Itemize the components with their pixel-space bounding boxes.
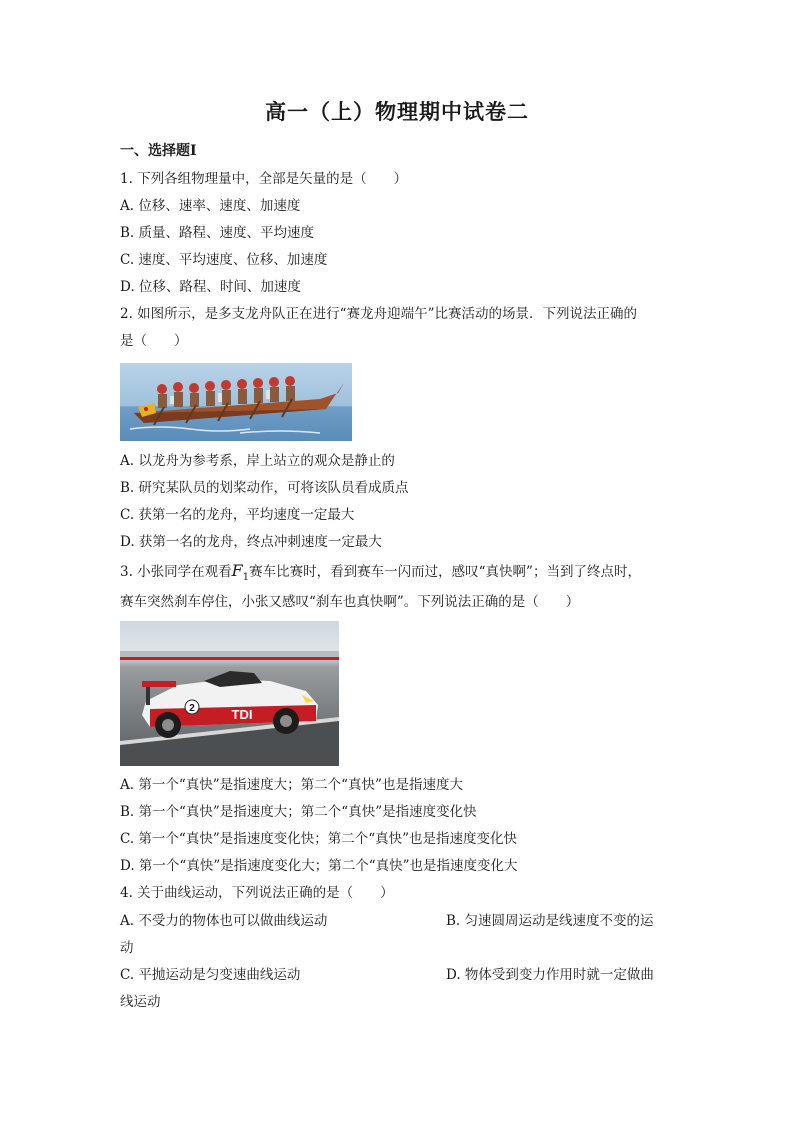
dragon-boat-illustration: [120, 363, 352, 441]
q3-option-c: C. 第一个“真快”是指速度变化快；第二个“真快”也是指速度变化快: [120, 831, 518, 847]
formula-f1: $F_1$: [231, 561, 250, 584]
q4-option-d-wrap: 线运动: [120, 994, 161, 1010]
q4-option-b-wrap: 动: [120, 940, 134, 956]
q4-stem: 4. 关于曲线运动，下列说法正确的是（ ）: [120, 885, 394, 901]
race-car-photo: [120, 621, 339, 766]
q4-option-c: C. 平抛运动是匀变速曲线运动: [120, 967, 301, 983]
q1-option-d: D. 位移、路程、时间、加速度: [120, 279, 301, 295]
section-heading: 一、选择题Ⅰ: [120, 143, 197, 159]
q3-stem-pre: 3. 小张同学在观看: [120, 564, 232, 580]
car-number: 2: [189, 703, 195, 714]
q3-stem-post: 赛车比赛时，看到赛车一闪而过，感叹“真快啊”；当到了终点时，: [249, 564, 641, 580]
q1-option-a: A. 位移、速率、速度、加速度: [120, 198, 301, 214]
q4-option-d: D. 物体受到变力作用时就一定做曲: [446, 967, 654, 983]
page-title: 高一（上）物理期中试卷二: [265, 99, 529, 124]
q3-stem-line1: [120, 562, 641, 587]
car-tdi-text: TDI: [231, 707, 253, 722]
q3-option-b: B. 第一个“真快”是指速度大；第二个“真快”是指速度变化快: [120, 804, 477, 820]
q2-stem-line2: 是（ ）: [120, 333, 188, 349]
q4-option-a: A. 不受力的物体也可以做曲线运动: [120, 913, 328, 929]
q2-option-d: D. 获第一名的龙舟，终点冲刺速度一定最大: [120, 534, 382, 550]
q2-option-a: A. 以龙舟为参考系，岸上站立的观众是静止的: [120, 453, 395, 469]
q3-stem-line2: 赛车突然刹车停住，小张又感叹“刹车也真快啊”。下列说法正确的是（ ）: [120, 594, 580, 610]
q1-option-c: C. 速度、平均速度、位移、加速度: [120, 252, 328, 268]
q2-stem-line1: 2. 如图所示，是多支龙舟队正在进行“赛龙舟迎端午”比赛活动的场景．下列说法正确的: [120, 306, 637, 322]
q1-option-b: B. 质量、路程、速度、平均速度: [120, 225, 315, 241]
q3-option-a: A. 第一个“真快”是指速度大；第二个“真快”也是指速度大: [120, 777, 463, 793]
q4-option-b: B. 匀速圆周运动是线速度不变的运: [446, 913, 654, 929]
q3-option-d: D. 第一个“真快”是指速度变化大；第二个“真快”也是指速度变化大: [120, 858, 518, 874]
q2-option-c: C. 获第一名的龙舟，平均速度一定最大: [120, 507, 355, 523]
race-car-illustration: [120, 621, 339, 766]
dragon-boat-photo: [120, 363, 352, 441]
q1-stem: 1. 下列各组物理量中，全部是矢量的是（ ）: [120, 171, 408, 187]
q2-option-b: B. 研究某队员的划桨动作，可将该队员看成质点: [120, 480, 409, 496]
